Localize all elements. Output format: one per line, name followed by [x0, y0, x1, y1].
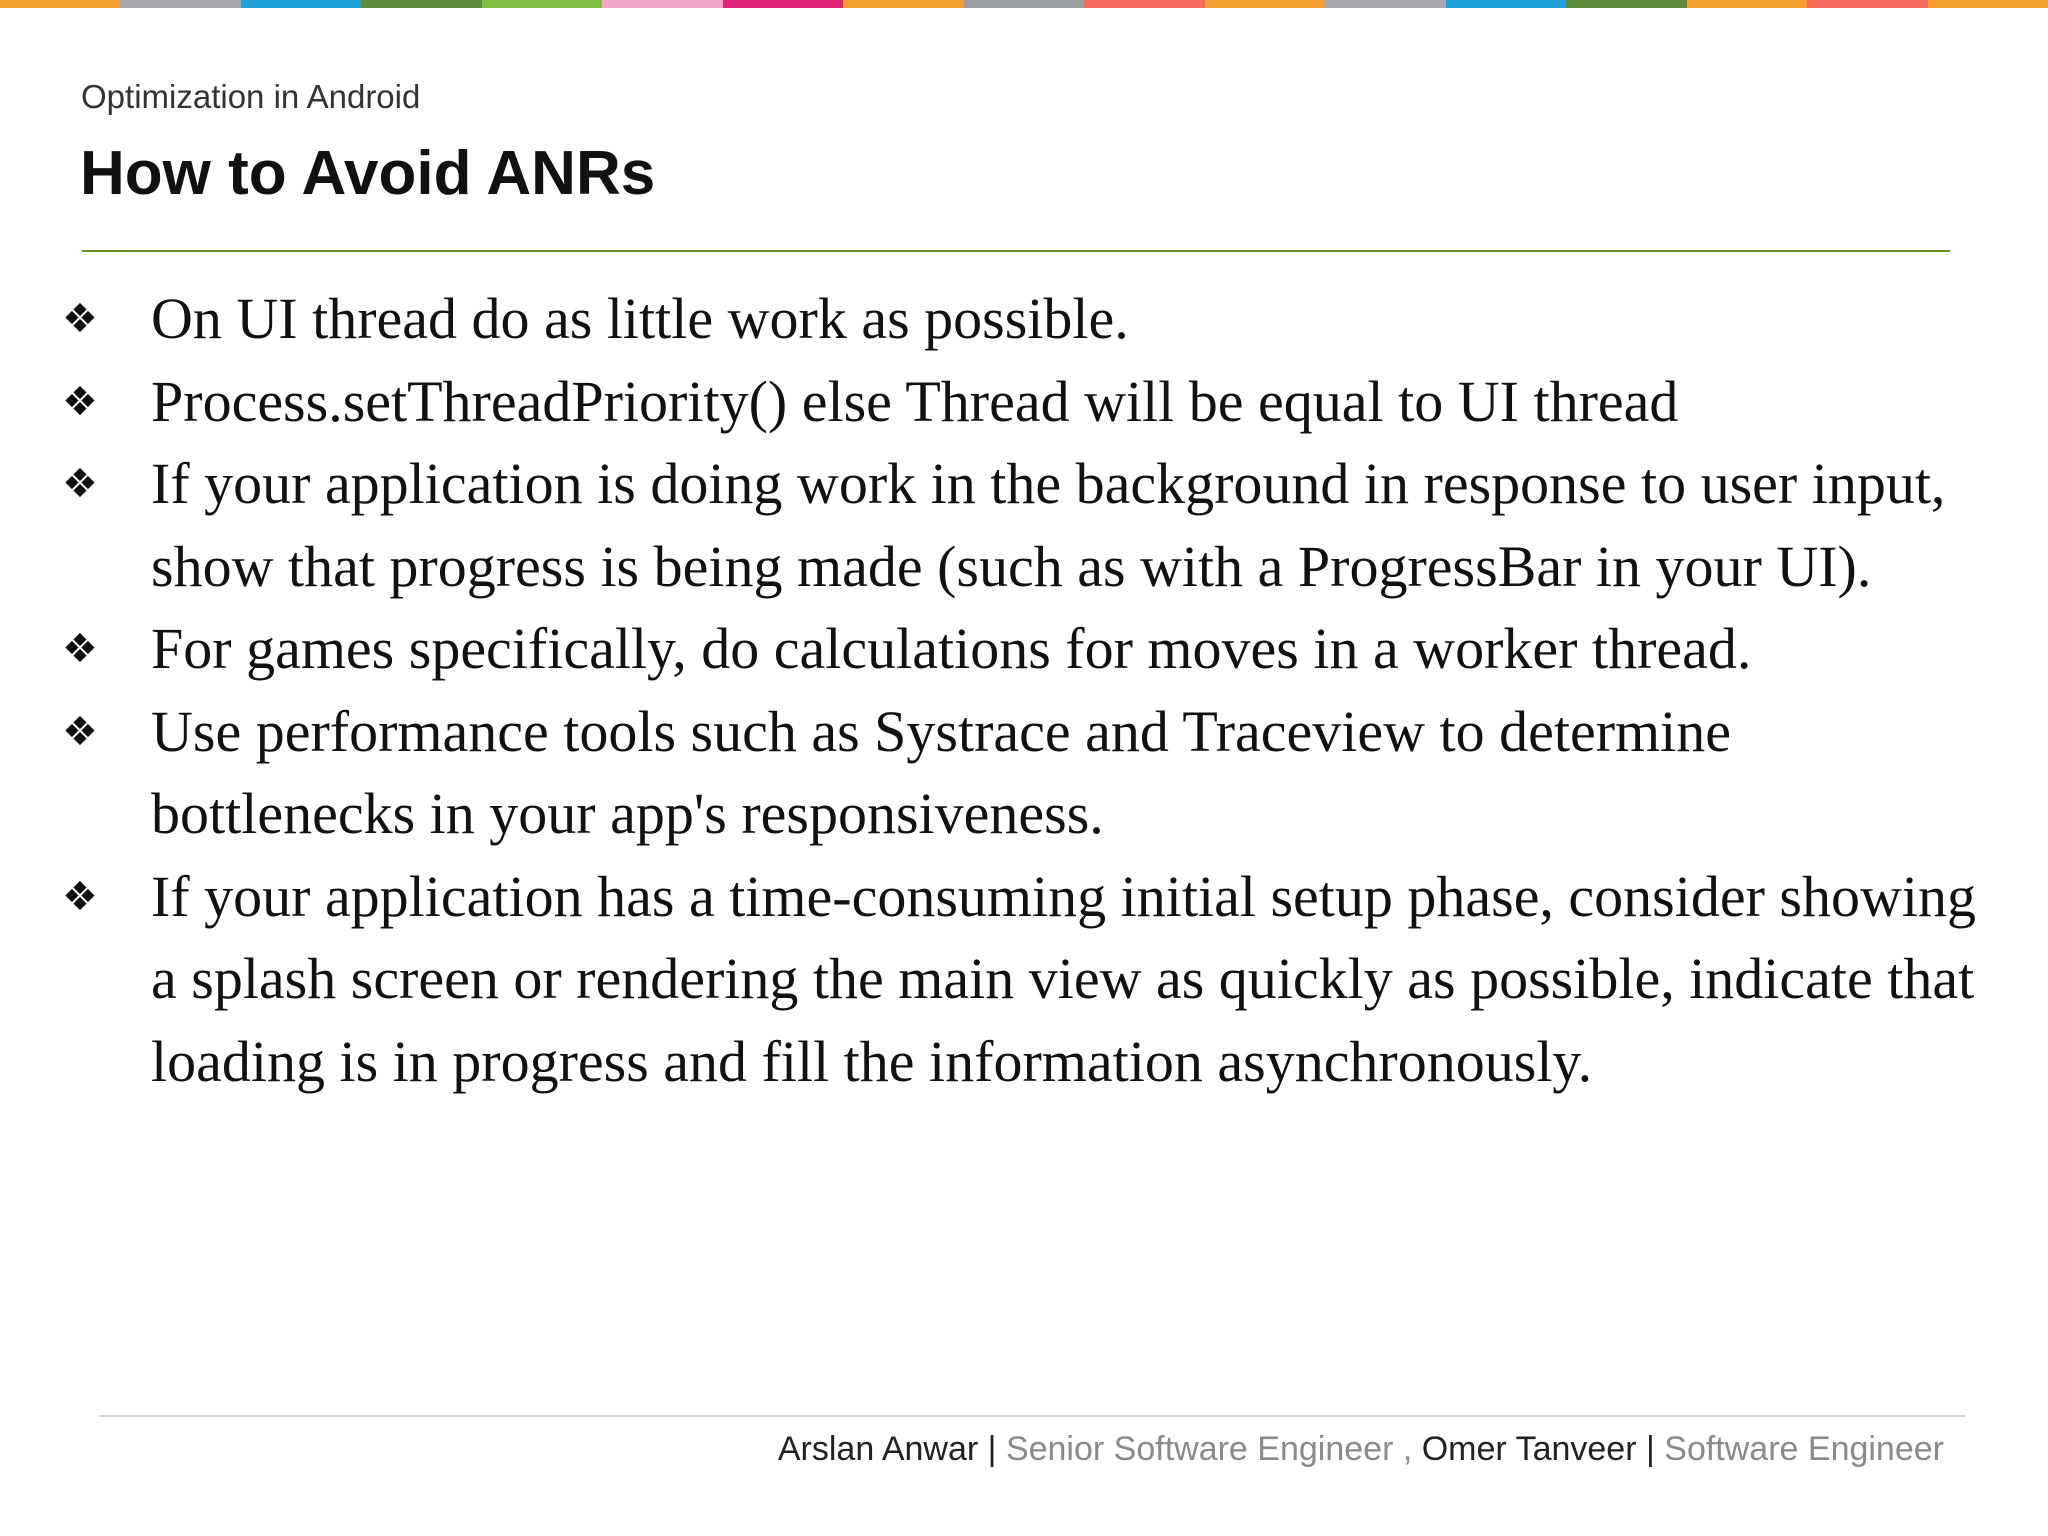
author-role: Senior Software Engineer , — [1005, 1430, 1422, 1468]
diamond-four-icon: ❖ — [62, 296, 98, 342]
bullet-text: Process.setThreadPriority() else Thread will be equal to UI thread — [151, 368, 1679, 434]
stripe-segment — [1446, 0, 1566, 8]
diamond-four-icon: ❖ — [62, 873, 98, 920]
slide-title: How to Avoid ANRs — [80, 139, 656, 208]
author-name: Arslan Anwar — [777, 1430, 979, 1468]
bullet-text: On UI thread do as little work as possible. — [151, 286, 1129, 351]
stripe-segment — [1928, 0, 2048, 8]
diamond-four-icon: ❖ — [62, 378, 98, 425]
stripe-segment — [723, 0, 843, 8]
footer-divider — [100, 1415, 1966, 1417]
bullet-text: Use performance tools such as Systrace and Traceview to determine bottlenecks in your app's responsiveness. — [151, 698, 1732, 846]
diamond-four-icon: ❖ — [62, 626, 98, 672]
footer-separator: | — [978, 1430, 1006, 1468]
diamond-four-icon: ❖ — [62, 708, 98, 755]
stripe-segment — [1205, 0, 1325, 8]
top-color-stripe — [0, 0, 2048, 8]
bullet-item — [0, 443, 2048, 608]
slide-subtitle: Optimization in Android — [81, 78, 421, 115]
stripe-segment — [1687, 0, 1807, 8]
bullet-item — [0, 691, 2048, 856]
bullet-text: If your application is doing work in the background in response to user input, show that progress is being made (such as with a ProgressBar in your UI). — [151, 451, 1946, 599]
footer-separator: | — [1636, 1430, 1665, 1468]
stripe-segment — [964, 0, 1084, 8]
stripe-segment — [1084, 0, 1204, 8]
bullet-list — [0, 278, 2048, 1103]
stripe-segment — [361, 0, 481, 8]
stripe-segment — [843, 0, 963, 8]
author-role: Software Engineer — [1664, 1430, 1944, 1468]
bullet-item — [0, 278, 2048, 361]
bullet-item — [0, 856, 2048, 1104]
diamond-four-icon: ❖ — [62, 461, 98, 507]
title-divider — [82, 250, 1950, 252]
stripe-segment — [120, 0, 240, 8]
stripe-segment — [482, 0, 602, 8]
author-name: Omer Tanveer — [1421, 1430, 1637, 1468]
footer-credits — [778, 1430, 1944, 1469]
stripe-segment — [1566, 0, 1686, 8]
stripe-segment — [1807, 0, 1927, 8]
stripe-segment — [602, 0, 722, 8]
bullet-text: For games specifically, do calculations for moves in a worker thread. — [151, 616, 1752, 681]
stripe-segment — [241, 0, 361, 8]
bullet-text: If your application has a time-consuming initial setup phase, consider showing a splash screen or rendering the main view as quickly as possible, indicate that loading is in progress and fill the information asynchronously. — [151, 863, 1976, 1094]
stripe-segment — [1325, 0, 1445, 8]
bullet-item — [0, 361, 2048, 444]
stripe-segment — [0, 0, 120, 8]
bullet-item — [0, 608, 2048, 691]
